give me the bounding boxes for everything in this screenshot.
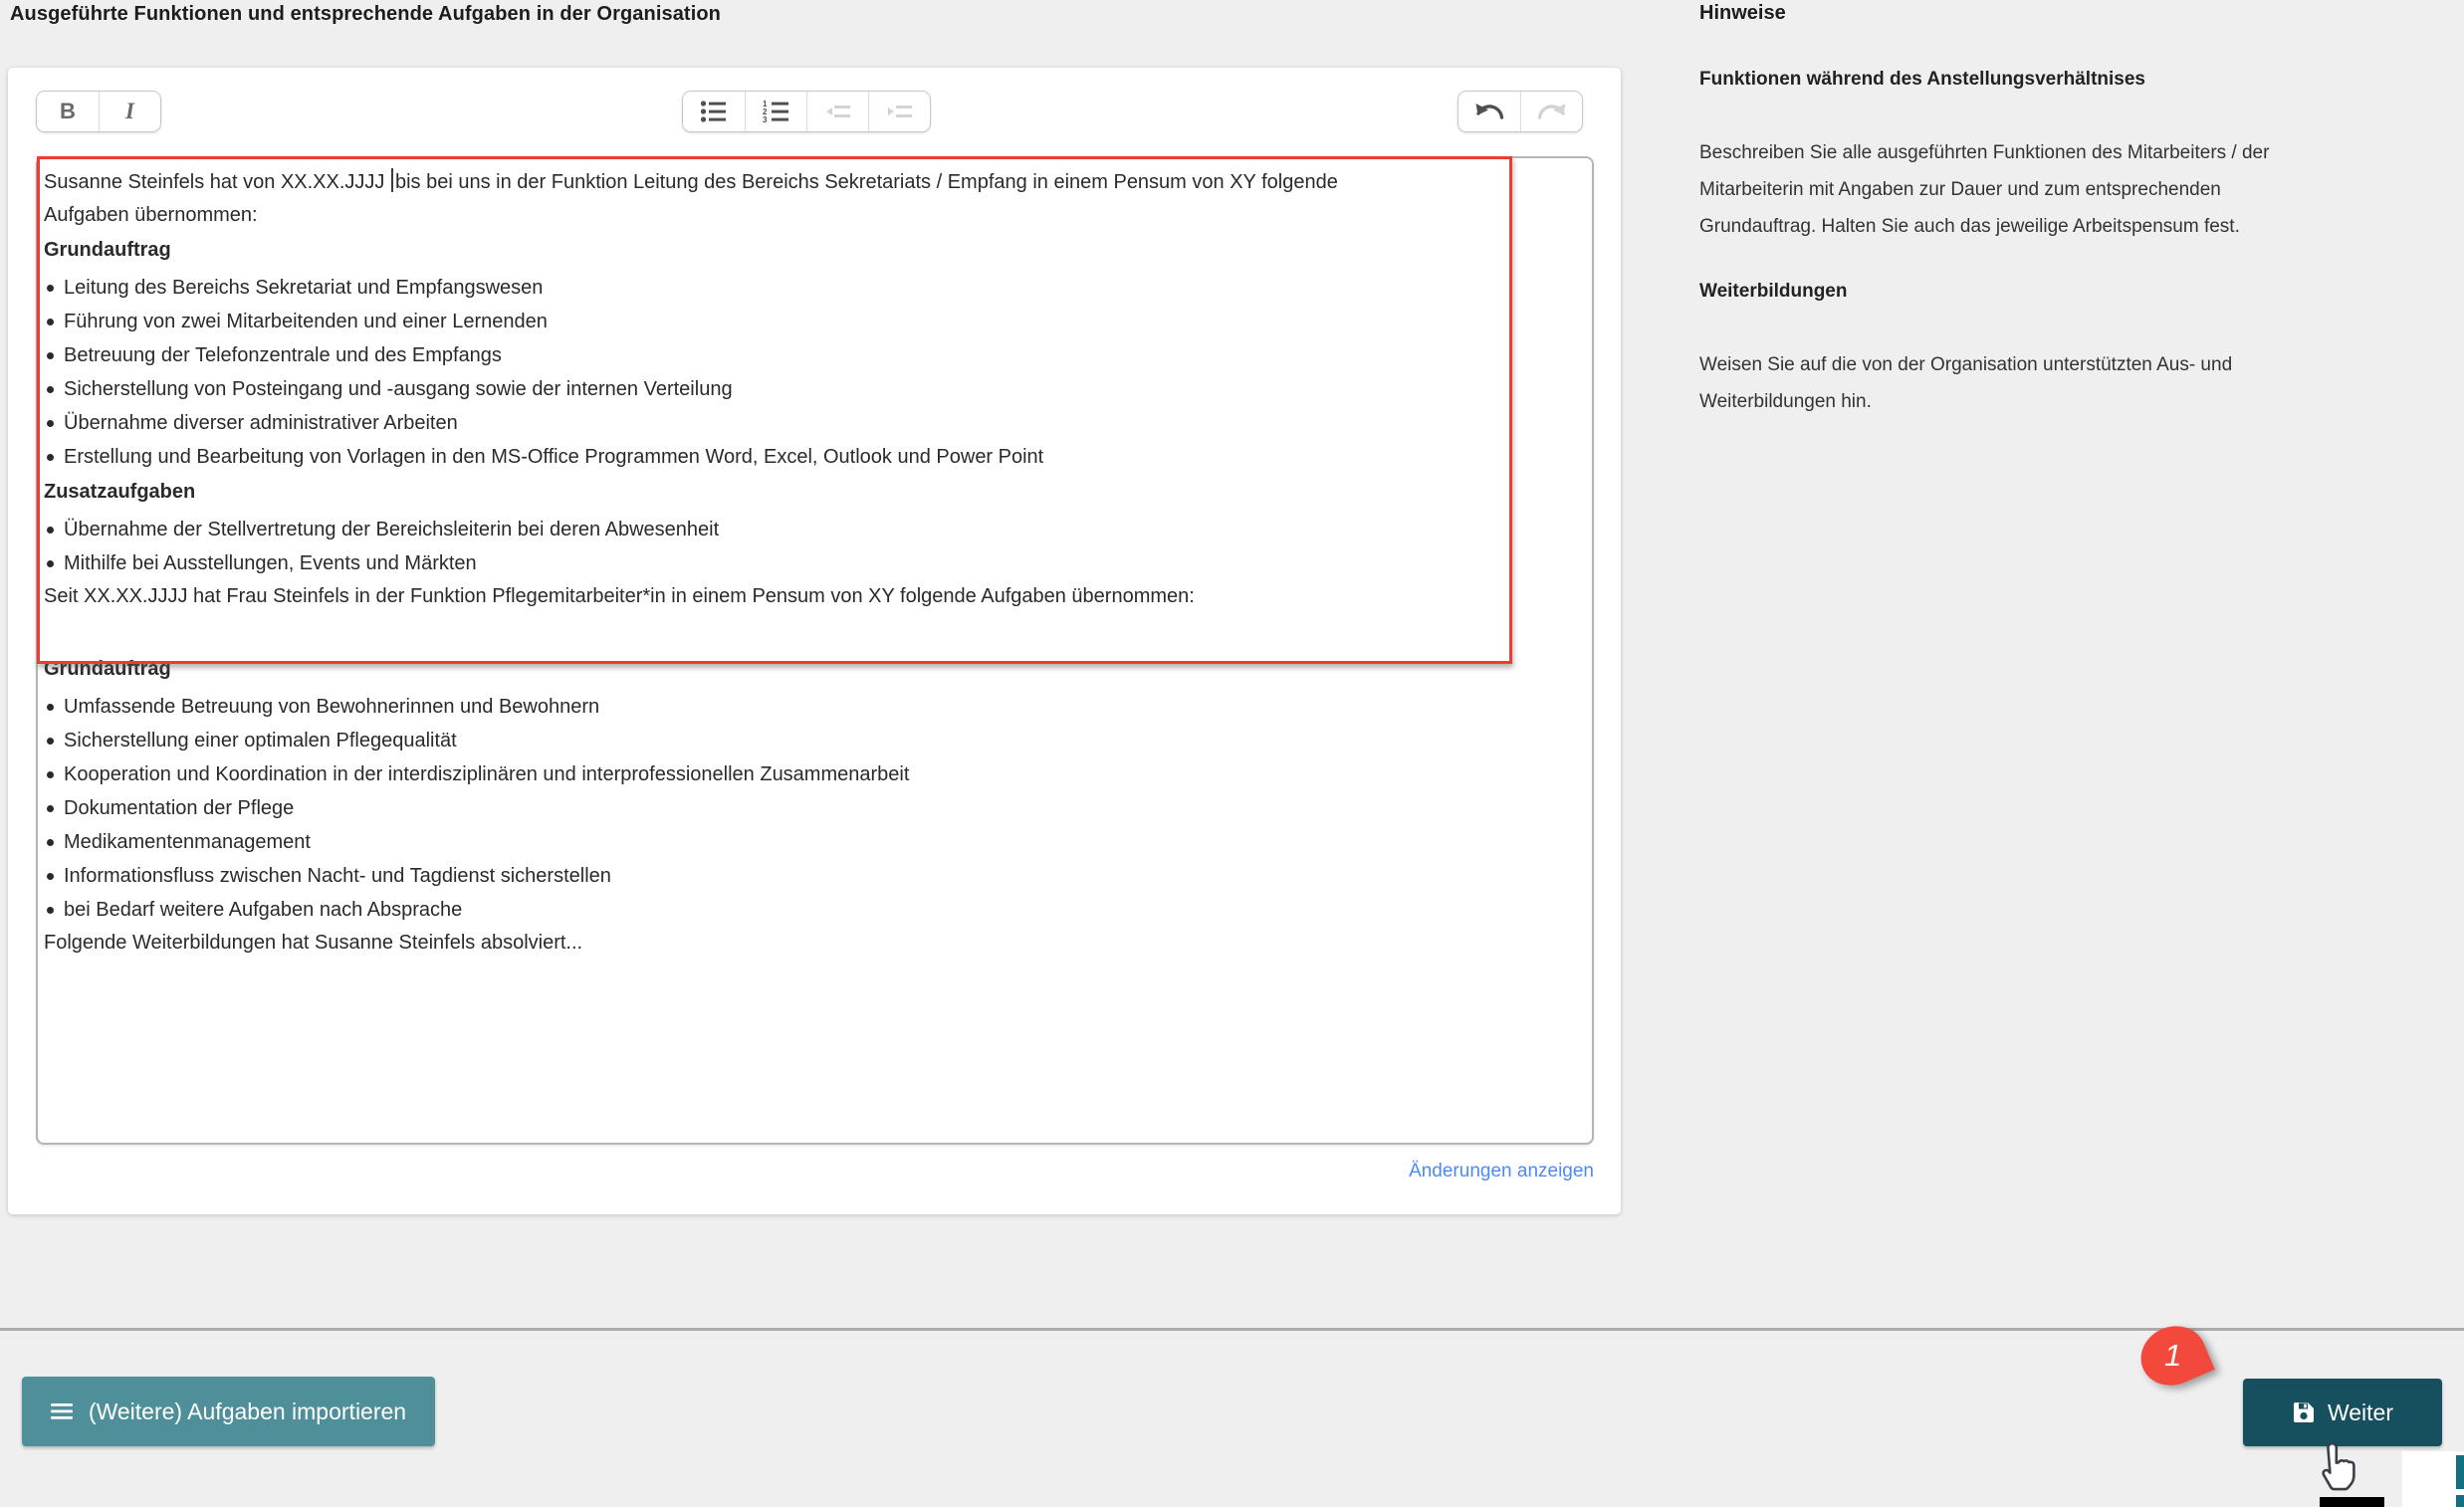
redo-button[interactable]: [1520, 92, 1582, 131]
list-item: Kooperation und Koordination in der interdisziplinären und interprofessionellen Zusammenarbeit: [44, 757, 1576, 791]
import-tasks-label: (Weitere) Aufgaben importieren: [88, 1398, 407, 1424]
italic-button[interactable]: [99, 92, 160, 131]
list-item: Übernahme diverser administrativer Arbeiten: [44, 406, 1576, 440]
list-item: Umfassende Betreuung von Bewohnerinnen und Bewohnern: [44, 690, 1576, 724]
indent-button[interactable]: [868, 92, 930, 131]
task-list: [44, 690, 1576, 927]
list-item: Sicherstellung von Posteingang und -ausgang sowie der internen Verteilung: [44, 372, 1576, 406]
italic-icon: I: [125, 99, 134, 123]
bullet-list-button[interactable]: [683, 92, 745, 131]
paragraph: Seit XX.XX.JJJJ hat Frau Steinfels in der Funktion Pflegemitarbeiter*in in einem Pensum von XY folgende Aufgaben übernommen:: [44, 585, 1195, 607]
paragraph: Folgende Weiterbildungen hat Susanne Steinfels absolviert...: [44, 932, 583, 954]
list-item: Informationsfluss zwischen Nacht- und Tagdienst sicherstellen: [44, 859, 1576, 893]
hinweise-title: Hinweise: [1699, 2, 1786, 24]
hint-section-body: Weisen Sie auf die von der Organisation unterstützten Aus- und Weiterbildungen hin.: [1699, 354, 2233, 412]
page-title: Ausgeführte Funktionen und entsprechende Aufgaben in der Organisation: [10, 3, 721, 25]
list-item: bei Bedarf weitere Aufgaben nach Absprache: [44, 893, 1576, 927]
list-item: Führung von zwei Mitarbeitenden und einer Lernenden: [44, 305, 1576, 338]
list-icon: [51, 1400, 77, 1422]
bold-button[interactable]: [37, 92, 99, 131]
changes-link[interactable]: Änderungen anzeigen: [1409, 1161, 1594, 1182]
editor-heading: Zusatzaufgaben: [44, 481, 196, 503]
weiter-label: Weiter: [2327, 1399, 2394, 1425]
paragraph: Susanne Steinfels hat von XX.XX.JJJJ bis bei uns in der Funktion Leitung des Bereichs Sekretariats / Empfang in einem Pensum von XY folgende Aufgaben übernommen:: [44, 166, 1348, 232]
outdent-button[interactable]: [806, 92, 868, 131]
save-icon: [2292, 1400, 2316, 1424]
task-list: [44, 271, 1576, 474]
list-button-group: [682, 91, 931, 132]
outdent-icon: [824, 100, 852, 123]
list-item: Medikamentenmanagement: [44, 825, 1576, 859]
corner-white-patch: [2402, 1451, 2464, 1507]
indent-icon: [886, 100, 914, 123]
redo-icon: [1535, 100, 1569, 123]
list-item: Betreuung der Telefonzentrale und des Empfangs: [44, 338, 1576, 372]
list-item: Sicherstellung einer optimalen Pflegequalität: [44, 724, 1576, 757]
list-item: Dokumentation der Pflege: [44, 791, 1576, 825]
numbered-list-icon: [763, 100, 790, 123]
editor-heading: Grundauftrag: [44, 658, 171, 680]
history-button-group: [1457, 91, 1583, 132]
rich-text-editor[interactable]: [36, 156, 1594, 1145]
hint-section-body: Beschreiben Sie alle ausgeführten Funktionen des Mitarbeiters / der Mitarbeiterin mit Angaben zur Dauer und zum entsprechenden Grundauftrag. Halten Sie auch das jeweilige Arbeitspensum fest.: [1699, 142, 2270, 237]
format-button-group: [36, 91, 161, 132]
undo-button[interactable]: [1458, 92, 1520, 131]
editor-content: [38, 158, 1592, 960]
list-item: Übernahme der Stellvertretung der Bereichsleiterin bei deren Abwesenheit: [44, 513, 1576, 546]
hinweise-panel: [1699, 2, 2337, 456]
svg-text:2: 2: [762, 108, 767, 116]
editor-card: [8, 68, 1621, 1214]
list-item: Leitung des Bereichs Sekretariat und Empfangswesen: [44, 271, 1576, 305]
task-list: [44, 513, 1576, 580]
list-item: Mithilfe bei Ausstellungen, Events und Märkten: [44, 546, 1576, 580]
list-item: Erstellung und Bearbeitung von Vorlagen in den MS-Office Programmen Word, Excel, Outlook und Power Point: [44, 440, 1576, 474]
import-tasks-button[interactable]: [22, 1377, 435, 1446]
hand-cursor-icon: [2312, 1439, 2357, 1500]
numbered-list-button[interactable]: [745, 92, 806, 131]
teal-sliver: [2456, 1455, 2464, 1489]
hint-section-heading: Funktionen während des Anstellungsverhältnises: [1699, 69, 2145, 90]
rich-text-editor-wrap: [36, 156, 1594, 1145]
bullet-list-icon: [700, 100, 728, 123]
text-cursor-caret: [391, 168, 393, 192]
hint-section-heading: Weiterbildungen: [1699, 281, 1848, 302]
teal-sliver: [2456, 1495, 2464, 1507]
footer-divider: [0, 1328, 2464, 1331]
bold-icon: B: [60, 99, 76, 123]
svg-text:1: 1: [762, 100, 767, 108]
weiter-button[interactable]: [2243, 1379, 2442, 1446]
step-annotation-number: 1: [2164, 1338, 2182, 1373]
undo-icon: [1472, 100, 1506, 123]
editor-heading: Grundauftrag: [44, 239, 171, 261]
svg-text:3: 3: [762, 115, 767, 123]
